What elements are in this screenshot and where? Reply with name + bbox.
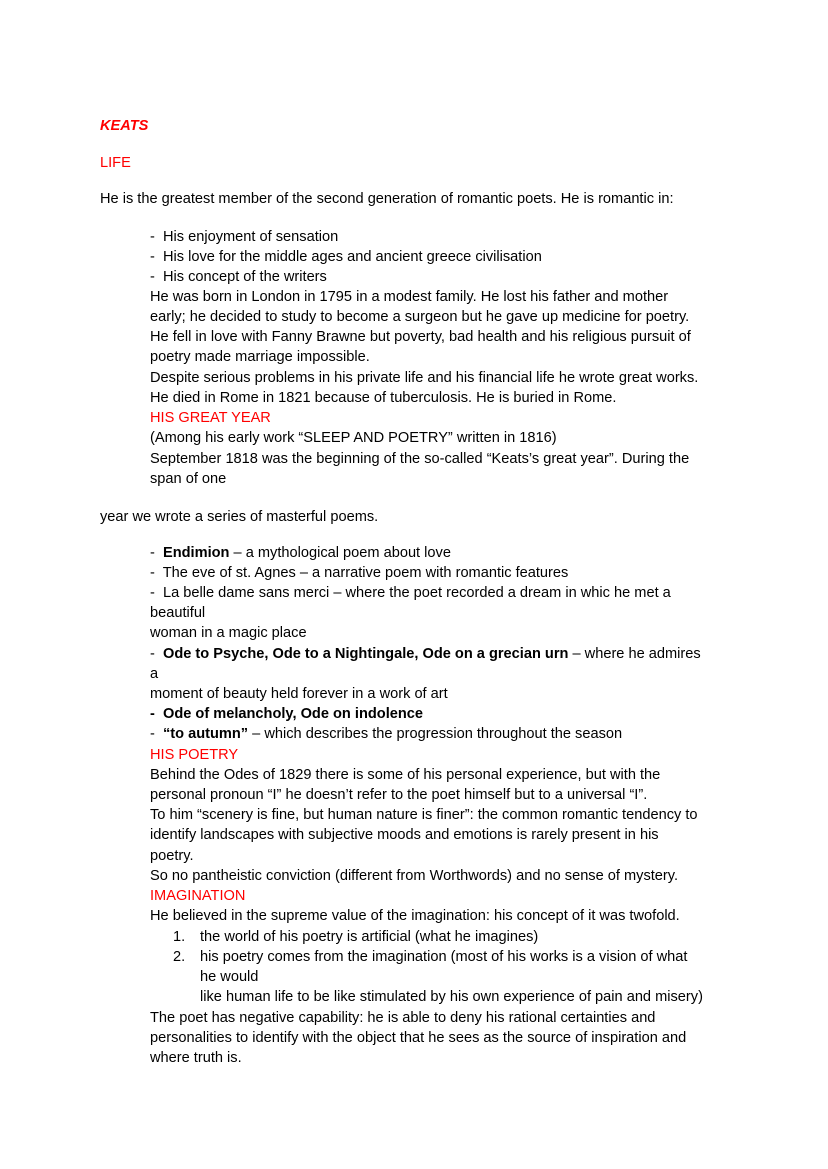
list-number: 2.: [173, 949, 186, 965]
poetry-line: poetry.: [150, 848, 194, 864]
imagination-intro: He believed in the supreme value of the imagination: his concept of it was twofold.: [150, 908, 680, 924]
document-title: KEATS: [100, 118, 149, 134]
numbered-wrap-line: he would: [200, 969, 259, 985]
great-year-line: (Among his early work “SLEEP AND POETRY” written in 1816): [150, 430, 557, 446]
bullet-item: His enjoyment of sensation: [163, 229, 339, 245]
section-heading-poetry: HIS POETRY: [150, 747, 239, 763]
work-wrap-line: a: [150, 666, 159, 682]
list-number: 1.: [173, 929, 186, 945]
work-description: – a mythological poem about love: [229, 545, 451, 561]
work-item: [150, 583, 671, 603]
great-year-continuation: year we wrote a series of masterful poems.: [100, 509, 379, 525]
poetry-line: personal pronoun “I” he doesn’t refer to the poet himself but to a universal “I”.: [150, 787, 648, 803]
work-description: La belle dame sans merci – where the poet recorded a dream in whic he met a: [162, 585, 671, 601]
work-title: Endimion: [162, 545, 230, 561]
work-wrap-line: beautiful: [150, 605, 206, 621]
work-item: [150, 563, 568, 583]
work-wrap-line: woman in a magic place: [150, 625, 307, 641]
work-wrap-line: moment of beauty held forever in a work of art: [150, 686, 448, 702]
great-year-line: span of one: [150, 471, 227, 487]
section-heading-great-year: HIS GREAT YEAR: [150, 410, 271, 426]
great-year-line: September 1818 was the beginning of the so-called “Keats’s great year”. During the: [150, 451, 690, 467]
bullet-dash: -: [150, 229, 155, 245]
numbered-item: his poetry comes from the imagination (most of his works is a vision of what: [200, 949, 688, 965]
bullet-dash: -: [150, 565, 155, 581]
bullet-dash: -: [150, 706, 155, 722]
bullet-item: His love for the middle ages and ancient greece civilisation: [163, 249, 542, 265]
bullet-dash: -: [150, 249, 155, 265]
bullet-dash: -: [150, 545, 155, 561]
bullet-dash: -: [150, 585, 155, 601]
work-title: “to autumn”: [162, 726, 249, 742]
life-intro: He is the greatest member of the second generation of romantic poets. He is romantic in:: [100, 191, 674, 207]
numbered-wrap-line: like human life to be like stimulated by his own experience of pain and misery): [200, 989, 703, 1005]
work-description: – where he admires: [568, 646, 701, 662]
work-item: [150, 724, 622, 744]
section-heading-imagination: IMAGINATION: [150, 888, 246, 904]
work-item: [150, 704, 423, 724]
poetry-line: identify landscapes with subjective moods and emotions is rarely present in his: [150, 827, 659, 843]
work-item: [150, 543, 451, 563]
bio-line: early; he decided to study to become a surgeon but he gave up medicine for poetry.: [150, 309, 690, 325]
work-item: [150, 644, 701, 664]
numbered-item: the world of his poetry is artificial (what he imagines): [200, 929, 539, 945]
bullet-item: His concept of the writers: [163, 269, 327, 285]
imagination-closing-line: The poet has negative capability: he is able to deny his rational certainties and: [150, 1010, 656, 1026]
bio-line: He died in Rome in 1821 because of tuberculosis. He is buried in Rome.: [150, 390, 617, 406]
section-heading-life: LIFE: [100, 155, 131, 171]
bio-line: poetry made marriage impossible.: [150, 349, 370, 365]
poetry-line: So no pantheistic conviction (different from Worthwords) and no sense of mystery.: [150, 868, 679, 884]
bio-line: He was born in London in 1795 in a modest family. He lost his father and mother: [150, 289, 669, 305]
work-description: The eve of st. Agnes – a narrative poem with romantic features: [162, 565, 569, 581]
bio-line: Despite serious problems in his private life and his financial life he wrote great works.: [150, 370, 699, 386]
bullet-dash: -: [150, 269, 155, 285]
bio-line: He fell in love with Fanny Brawne but poverty, bad health and his religious pursuit of: [150, 329, 691, 345]
poetry-line: To him “scenery is fine, but human nature is finer”: the common romantic tendency to: [150, 807, 698, 823]
work-title: Ode of melancholy, Ode on indolence: [162, 706, 424, 722]
imagination-closing-line: where truth is.: [150, 1050, 242, 1066]
poetry-line: Behind the Odes of 1829 there is some of his personal experience, but with the: [150, 767, 661, 783]
work-title: Ode to Psyche, Ode to a Nightingale, Ode on a grecian urn: [162, 646, 569, 662]
imagination-closing-line: personalities to identify with the object that he sees as the source of inspiration and: [150, 1030, 687, 1046]
bullet-dash: -: [150, 646, 155, 662]
bullet-dash: -: [150, 726, 155, 742]
work-description: – which describes the progression throughout the season: [248, 726, 623, 742]
